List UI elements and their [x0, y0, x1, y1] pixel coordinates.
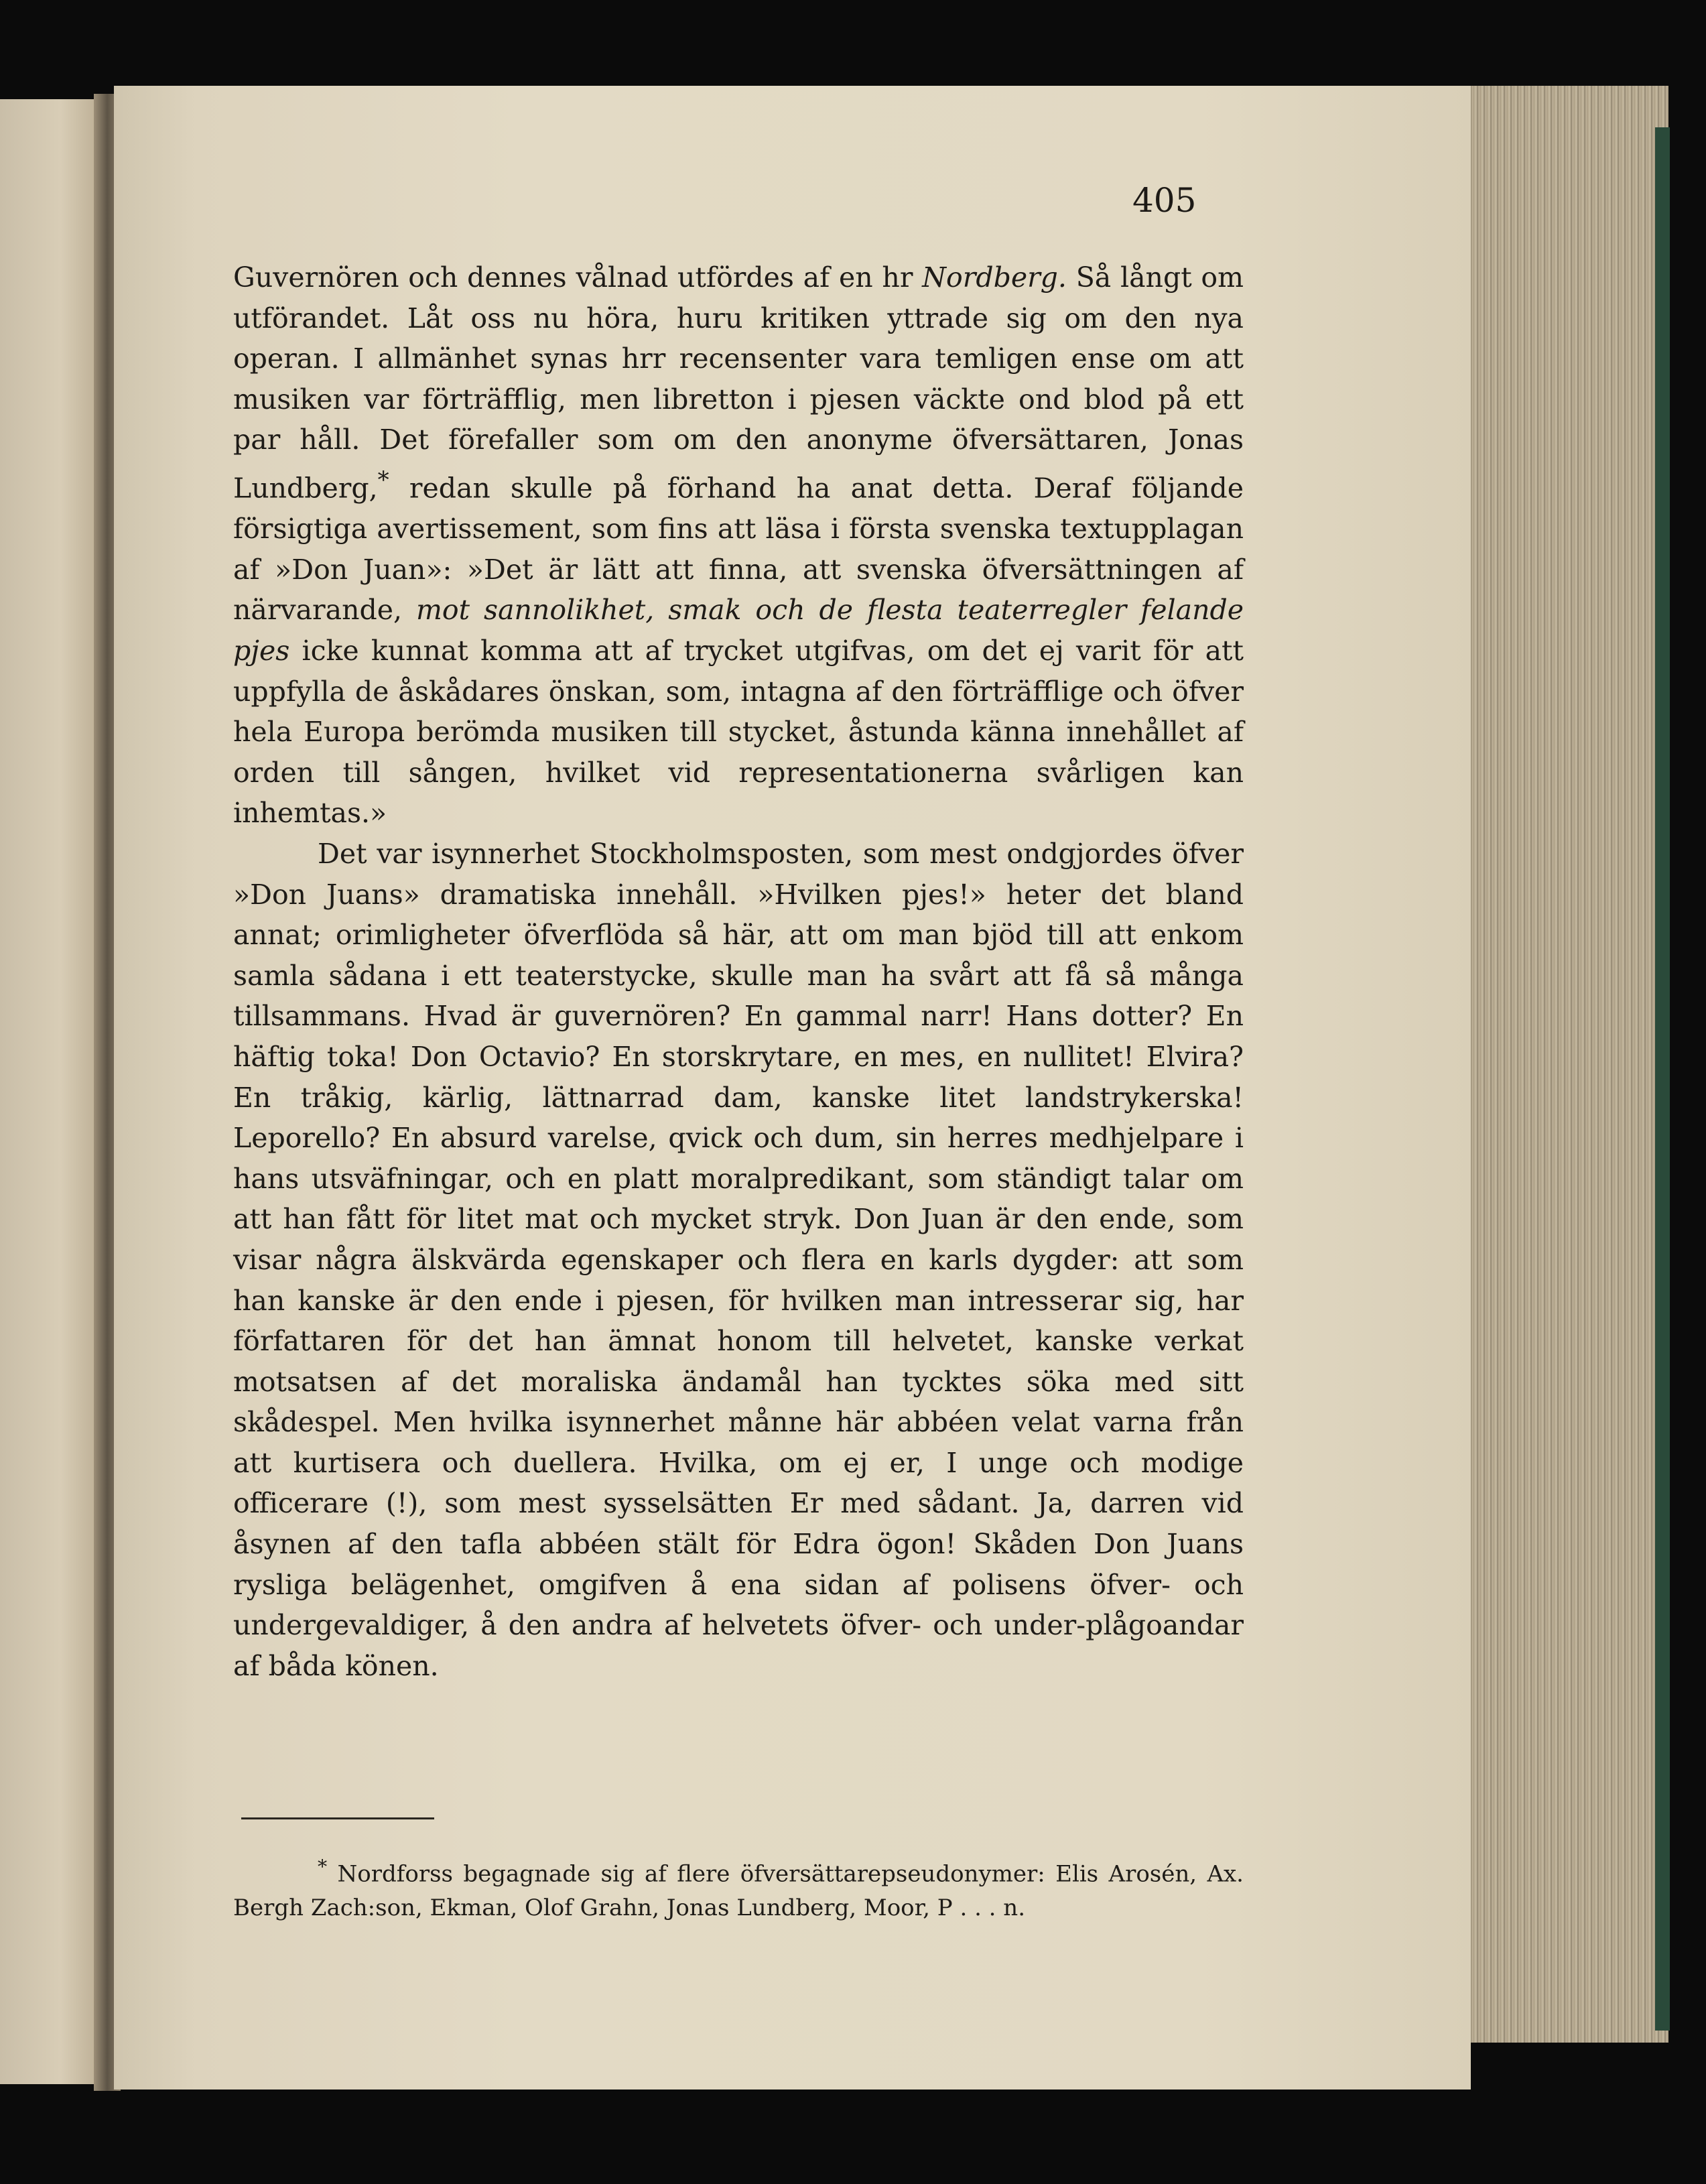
text-segment: Guvernören och dennes vålnad utfördes af en hr — [233, 261, 923, 294]
page-number: 405 — [1132, 181, 1197, 220]
book-cover-edge — [1655, 127, 1670, 2031]
italic-name: Nordberg. — [922, 261, 1067, 294]
left-page-edge — [0, 99, 101, 2084]
italic-quote: mot sannolikhet, smak och de flesta teaterregler felande pjes — [233, 594, 1244, 667]
footnote-rule — [241, 1817, 434, 1819]
text-segment: Så långt om utförandet. Låt oss nu höra, huru kritiken yttrade sig om den nya operan. I allmänhet synas hrr recensenter vara temligen ense om att musiken var förträfflig, men libretton i pjesen väckte ond blod på ett par håll. Det förefaller som om den anonyme öfversättaren, Jonas Lundberg, — [233, 261, 1244, 505]
footnote — [233, 1850, 1244, 1925]
footnote-marker: * — [318, 1856, 328, 1878]
paragraph-continued — [233, 257, 1244, 834]
text-segment: icke kunnat komma att af trycket utgifvas, om det ej varit för att uppfylla de åskådares önskan, som, intagna af den förträfflige och öfver hela Europa berömda musiken till stycket, åstunda känna innehållet af orden till sången, hvilket vid representationerna svårligen kan inhemtas.» — [233, 635, 1244, 830]
footnote-text: Nordforss begagnade sig af flere öfversättarepseudonymer: Elis Arosén, Ax. Bergh Zach:son, Ekman, Olof Grahn, Jonas Lundberg, Moor, P . . . n. — [233, 1860, 1244, 1922]
text-segment: redan skulle på förhand ha anat detta. Deraf följande försigtiga avertissement, som fins att läsa i första svenska textupplagan af »Don Juan»: »Det är lätt att finna, att svenska öfversättningen af närvarande, — [233, 472, 1244, 627]
page-edges — [1441, 86, 1668, 2043]
footnote-reference: * — [377, 466, 389, 494]
page-body — [233, 257, 1244, 1686]
paragraph: Det var isynnerhet Stockholmsposten, som mest ondgjordes öfver »Don Juans» dramatiska innehåll. »Hvilken pjes!» heter det bland annat; orimligheter öfverflöda så här, att om man bjöd till att enkom samla sådana i ett teaterstycke, skulle man ha svårt att få så många tillsammans. Hvad är guvernören? En gammal narr! Hans dotter? En häftig toka! Don Octavio? En storskrytare, en mes, en nullitet! Elvira? En tråkig, kärlig, lättnarrad dam, kanske litet landstrykerska! Leporello? En absurd varelse, qvick och dum, sin herres medhjelpare i hans utsväfningar, och en platt moralpredikant, som ständigt talar om att han fått för litet mat och mycket stryk. Don Juan är den ende, som visar några älskvärda egenskaper och flera en karls dygder: att som han kanske är den ende i pjesen, för hvilken man intresserar sig, har författaren för det han ämnat honom till helvetet, kanske verkat motsatsen af det moraliska ändamål han tycktes söka med sitt skådespel. Men hvilka isynnerhet månne här abbéen velat varna från att kurtisera och duellera. Hvilka, om ej er, I unge och modige officerare (!), som mest sysselsätten Er med sådant. Ja, darren vid åsynen af den tafla abbéen stält för Edra ögon! Skåden Don Juans rysliga belägenhet, omgifven å ena sidan af polisens öfver- och undergevaldiger, å den andra af helvetets öfver- och under-plågoandar af båda könen. — [233, 837, 1244, 1682]
